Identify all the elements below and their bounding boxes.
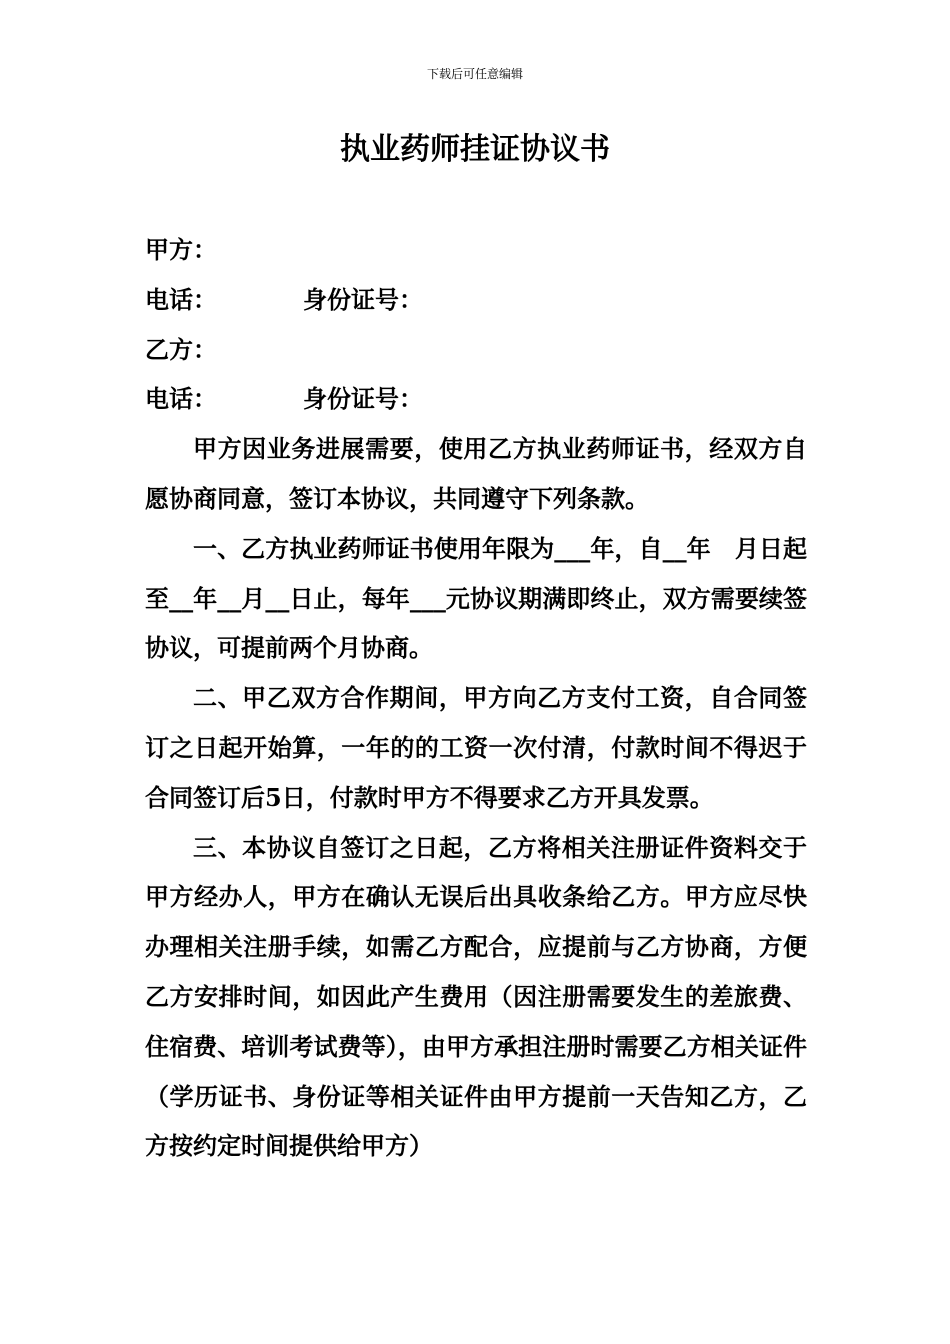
party-b-contact-line bbox=[145, 374, 807, 424]
party-a-contact-line bbox=[145, 275, 807, 325]
party-a-id-label: 身份证号： bbox=[303, 284, 423, 314]
party-b-id-label: 身份证号： bbox=[303, 384, 423, 414]
header-note: 下载后可任意编辑 bbox=[426, 67, 523, 81]
party-a-phone-label: 电话： bbox=[145, 284, 217, 314]
clause-1-paragraph: 一、乙方执业药师证书使用年限为___年，自__年 月日起至__年__月__日止，每年___元协议期满即终止，双方需要续签协议，可提前两个月协商。 bbox=[145, 533, 807, 663]
document-title: 执业药师挂证协议书 bbox=[340, 132, 610, 167]
document-body bbox=[145, 225, 807, 1171]
preamble-paragraph: 甲方因业务进展需要，使用乙方执业药师证书，经双方自愿协商同意，签订本协议，共同遵守下列条款。 bbox=[145, 434, 807, 513]
party-a-line bbox=[145, 225, 807, 275]
clause-3-paragraph: 三、本协议自签订之日起，乙方将相关注册证件资料交于甲方经办人，甲方在确认无误后出具收条给乙方。甲方应尽快办理相关注册手续，如需乙方配合，应提前与乙方协商，方便乙方安排时间，如因此产生费用（因注册需要发生的差旅费、住宿费、培训考试费等），由甲方承担注册时需要乙方相关证件（学历证书、身份证等相关证件由甲方提前一天告知乙方，乙方按约定时间提供给甲方） bbox=[145, 832, 807, 1161]
party-b-phone-label: 电话： bbox=[145, 384, 217, 414]
clause-2-paragraph: 二、甲乙双方合作期间，甲方向乙方支付工资，自合同签订之日起开始算，一年的的工资一次付清，付款时间不得迟于合同签订后5日，付款时甲方不得要求乙方开具发票。 bbox=[145, 683, 807, 812]
party-b-label: 乙方： bbox=[145, 334, 217, 364]
party-b-line bbox=[145, 325, 807, 375]
party-a-label: 甲方： bbox=[145, 235, 217, 264]
